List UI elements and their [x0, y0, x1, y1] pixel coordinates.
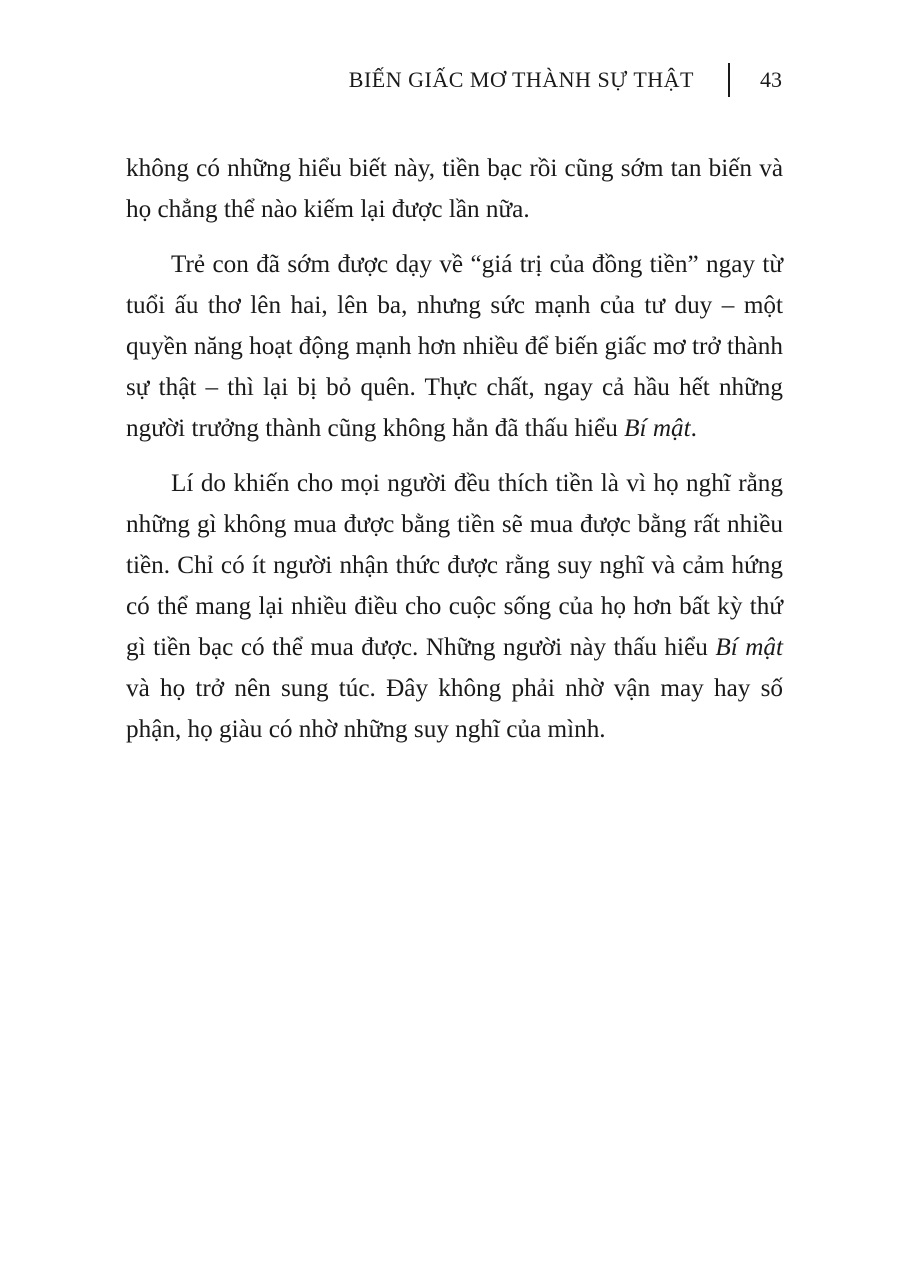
paragraph-text: Lí do khiến cho mọi người đều thích tiền là vì họ nghĩ rằng những gì không mua được bằng tiền sẽ mua được bằng rất nhiều tiền. Chỉ có ít người nhận thức được rằng suy nghĩ và cảm hứng có thể mang lại nhiều điều cho cuộc sống của họ hơn bất kỳ thứ gì tiền bạc có thể mua được. Những người này thấu hiểu — [126, 470, 783, 661]
header-divider — [728, 63, 730, 97]
paragraph-text: . — [690, 415, 697, 442]
paragraph-text: Trẻ con đã sớm được dạy về “giá trị của đồng tiền” ngay từ tuổi ấu thơ lên hai, lên ba, nhưng sức mạnh của tư duy – một quyền năng hoạt động mạnh hơn nhiều để biến giấc mơ trở thành sự thật – thì lại bị bỏ quên. Thực chất, ngay cả hầu hết những người trưởng thành cũng không hẳn đã thấu hiểu — [126, 251, 783, 442]
body-text — [126, 148, 783, 764]
page-number: 43 — [760, 67, 782, 92]
book-title-italic: Bí mật — [715, 634, 783, 661]
paragraph-text: và họ trở nên sung túc. Đây không phải nhờ vận may hay số phận, họ giàu có nhờ những suy nghĩ của mình. — [126, 675, 783, 743]
paragraph-1 — [126, 148, 783, 230]
paragraph-2 — [126, 244, 783, 449]
paragraph-3 — [126, 463, 783, 750]
paragraph-text: không có những hiểu biết này, tiền bạc rồi cũng sớm tan biến và họ chẳng thể nào kiếm lại được lần nữa. — [126, 155, 783, 223]
book-title-italic: Bí mật — [624, 415, 691, 442]
chapter-title: BIẾN GIẤC MƠ THÀNH SỰ THẬT — [348, 67, 694, 92]
running-header — [349, 62, 782, 98]
